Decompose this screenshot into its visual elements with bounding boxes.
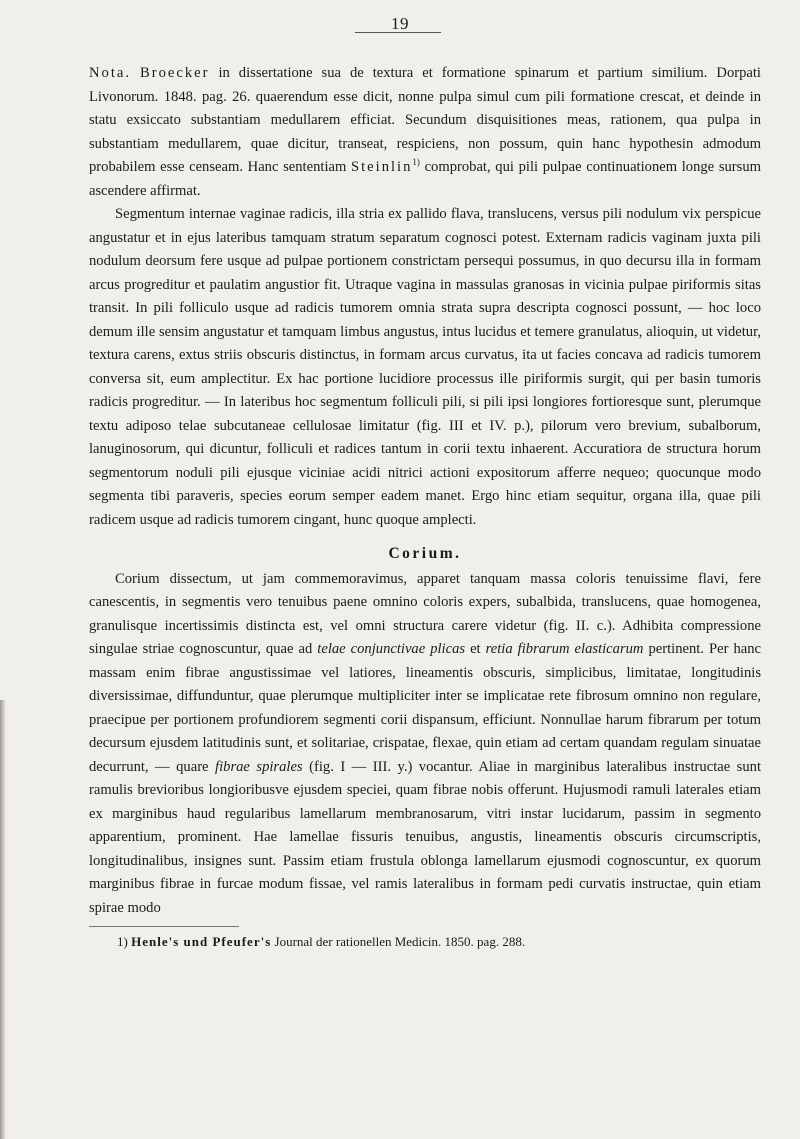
nota-label: Nota. bbox=[89, 65, 132, 81]
header-rule bbox=[355, 32, 441, 33]
page-edge-shadow bbox=[0, 700, 6, 1139]
nota-paragraph bbox=[89, 62, 761, 203]
segmentum-paragraph: Segmentum internae vaginae radicis, illa stria ex pallido flava, translucens, versus pili nodulum vix perspicue angustatur et in ejus lateribus tamquam stratum separatum cognosci potest. Externam radicis vaginam juxta pili nodulum deorsum fere usque ad pulpae portionem constrictam persequi possumus, in quo decursu illa in formam arcus progreditur et paulatim angustior fit. Utraque vagina in massulas granosas in vicinia pulpae piriformis sitas transit. In pili folliculo usque ad radicis tumorem omnia strata supra descripta cognosci possunt, — hoc loco demum ille sensim angustatur et tamquam limbus angustus, intus lucidus et temere granulatus, alioquin, ut videtur, textura carens, extus striis obscuris distinctus, in formam arcus curvatus, ita ut facies concava ad radicis tumorem conversa sit, eum amplectitur. Ex hac portione lucidiore processus ille piriformis surgit, qui per basin tumoris radicis progreditur. — In lateribus hoc segmentum folliculi pili, si pili ipsi longiores fortioresque sunt, plerumque textu adiposo telae subcutaneae cellulosae limitatur (fig. III et IV. p.), pilorum vero brevium, subalborum, lanuginosorum, qui dicuntur, folliculi et radices tantum in corii textu inhaerent. Accuratiora de structura horum segmentorum noduli pili ejusque viciniae acidi nitrici actioni expositorum afferre nequeo; quocunque modo segmenta tibi paraveris, species eorum semper eadem manet. Ergo hinc etiam sequitur, organa illa, quae pili radicem usque ad radicis tumorem cingant, hunc quoque amplecti. bbox=[89, 206, 761, 528]
footnote-text: Journal der rationellen Medicin. 1850. pag. 288. bbox=[274, 934, 526, 949]
corium-text-1: Corium dissectum, ut jam commemoravimus, apparet tanquam massa coloris tenuissime flavi, fere canescentis, in segmentis vero tenuibus paene omnino coloris expers, subalbida, translucens, quae homogenea, granulisque incertissimis distincta est, vel omni structura carere videtur (fig. II. c.). Adhibita compressione singulae striae cognoscuntur, quae ad bbox=[89, 570, 761, 657]
section-heading-corium: Corium. bbox=[388, 545, 462, 562]
page-number: 19 bbox=[391, 14, 409, 33]
corium-paragraph bbox=[89, 568, 761, 921]
corium-text-2: et bbox=[470, 641, 481, 657]
author-broecker: Broecker bbox=[140, 65, 210, 81]
corium-italic-1: telae conjunctivae plicas bbox=[317, 641, 466, 657]
author-steinlin: Steinlin bbox=[351, 159, 413, 175]
footnote-authors: Henle's und Pfeufer's bbox=[131, 934, 272, 949]
corium-italic-3: fibrae spirales bbox=[215, 758, 303, 775]
body-text bbox=[89, 62, 761, 951]
footnote-rule bbox=[89, 926, 239, 927]
corium-italic-2: retia fibrarum elasticarum bbox=[485, 641, 644, 657]
nota-text-2: comprobat, qui pili pulpae continuationem longe sursum ascendere affirmat. bbox=[89, 159, 761, 199]
footnote-mark: 1) bbox=[117, 934, 128, 949]
corium-text-4: (fig. I — III. y.) vocantur. Aliae in marginibus lateralibus instructae sunt ramulis brevioribus longioribusve ejusdem speciei, quam fibrae nobis offerunt. Hujusmodi ramuli laterales etiam ex marginibus haud regularibus lamellarum membranosarum, vitri instar lucidarum, passim in segmento apparentium, prominent. Hae lamellae fissuris tenuibus, angustis, lineamentis obscuris circumscriptis, longitudinalibus, insignes sunt. Passim etiam frustula oblonga lamellarum ejusmodi cognoscuntur, ex quorum marginibus fibrae in furcae modum fissae, vel ramis lateralibus in formam pedi curvatis instructae, quin etiam spirae modo bbox=[89, 758, 762, 916]
corium-text-3: pertinent. Per hanc massam enim fibrae angustissimae vel latiores, lineamentis obscuris, simplicibus, limitatae, longitudinis diversissimae, diffunduntur, quae plerumque multipliciter inter se implicatae rete fibrosum omnino non regulare, praecipue per portionem profundiorem segmenti corii dispansum, efficiunt. Nonnullae harum fibrarum per totum decursum ejusdem latitudinis sunt, et solitariae, crispatae, flexae, quin etiam ad certam quandam regulam sinuatae decurrunt, — quare bbox=[89, 641, 762, 775]
footnote-reference[interactable]: 1) bbox=[412, 157, 420, 168]
footnote bbox=[89, 933, 761, 951]
nota-text-1: in dissertatione sua de textura et formatione spinarum et partium similium. Dorpati Livonorum. 1848. pag. 26. quaerendum esse dicit, nonne pulpa simul cum pili formatione crescat, et deinde in statu exsiccato substantiam medullarem efficiat. Secundum disquisitiones meas, rationem, qua pulpa in substantiam medullarem, quae dicitur, transeat, respiciens, non possum, quin hanc hypothesin admodum probabilem esse censeam. Hanc sententiam bbox=[89, 65, 761, 175]
